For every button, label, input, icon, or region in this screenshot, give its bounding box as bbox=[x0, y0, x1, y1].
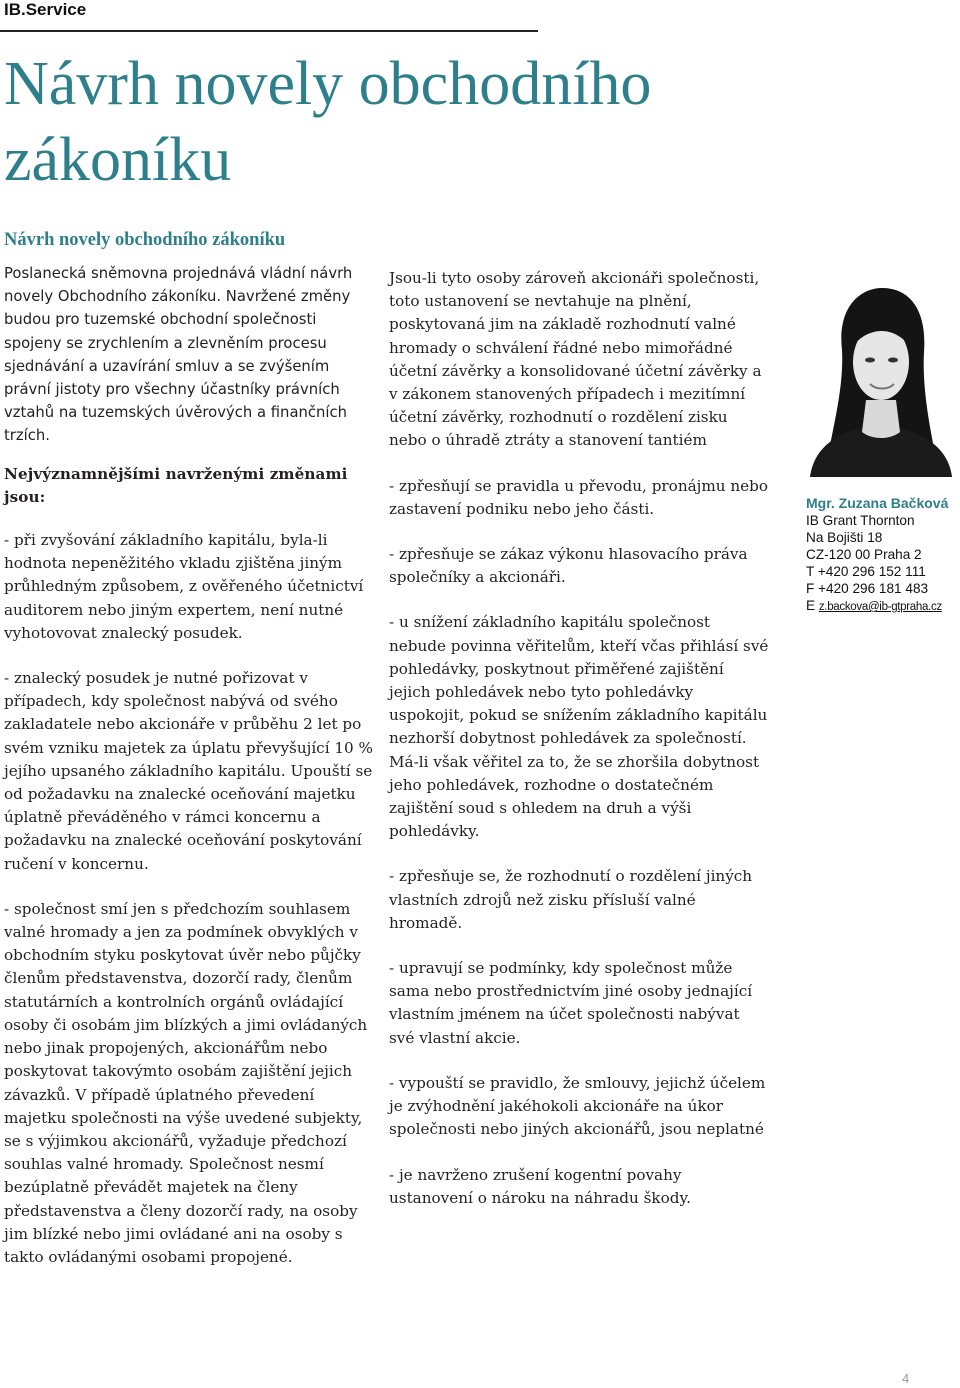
contact-card bbox=[806, 495, 960, 616]
contact-company: IB Grant Thornton bbox=[806, 513, 915, 528]
list-item: - u snížení základního kapitálu společnost nebude povinna věřitelům, kteří včas přihlásí své pohledávky, poskytnout přiměřené zajištění jejich pohledávek nebo tyto pohledávky uspokojit, pokud se snížením základního kapitálu nezhorší dobytnost pohledávek za společností. Má-li však věřitel za to, že se zhoršila dobytnost jeho pohledávek, rozhodne o dostatečném zajištění soud s ohledem na druh a výši pohledávky. bbox=[389, 613, 769, 841]
list-item: - zpřesňují se pravidla u převodu, pronájmu nebo zastavení podniku nebo jeho části. bbox=[389, 476, 769, 518]
author-photo bbox=[802, 280, 956, 477]
list-item: - zpřesňuje se, že rozhodnutí o rozdělení jiných vlastních zdrojů než zisku přísluší valné hromadě. bbox=[389, 867, 753, 932]
list-item: - při zvyšování základního kapitálu, byla-li hodnota nepeněžitého vkladu zjištěna jiným průhledným způsobem, z ověřeného účetnictví auditorem nebo jiným expertem, není nutné vyhotovovat znalecký posudek. bbox=[4, 531, 364, 642]
contact-street: Na Bojišti 18 bbox=[806, 530, 883, 545]
list-item: Jsou-li tyto osoby zároveň akcionáři společnosti, toto ustanovení se nevtahuje na plnění, poskytovaná jim na základě rozhodnutí valné hromady o schválení řádné nebo mimořádné účetní závěrky a konsolidované účetní závěrky a v zákonem stanovených případech i mezitímní účetní závěrky, rozhodnutí o rozdělení zisku nebo o úhradě ztráty a stanovení tantiém bbox=[389, 269, 762, 450]
list-item: - je navrženo zrušení kogentní povahy ustanovení o nároku na náhradu škody. bbox=[389, 1165, 691, 1207]
brand-label: IB.Service bbox=[4, 0, 87, 19]
list-item: - znalecký posudek je nutné pořizovat v případech, kdy společnost nabývá od svého zakladatele nebo akcionáře v průběhu 2 let po svém vzniku majetek za úplatu převyšující 10 % jejího upsaného základního kapitálu. Upouští se od požadavku na znalecké oceňování majetku úplatně převáděného v rámci koncernu a požadavku na znalecké oceňování poskytování ručení v koncernu. bbox=[4, 669, 373, 873]
list-item: - společnost smí jen s předchozím souhlasem valné hromady a jen za podmínek obvyklých v obchodním styku poskytovat úvěr nebo půjčky členům představenstva, dozorčí rady, členům statutárních a kontrolních orgánů ovládající osoby či osobám jim blízkých a jimi ovládaných nebo jinak propojených, akcionářům nebo poskytovat takovýmto osobám zajištění jejich závazků. V případě úplatného převedení majetku společnosti na výše uvedené subjekty, se s výjimkou akcionářů, vyžaduje předchozí souhlas valné hromady. Společnost nesmí bezúplatně převádět majetek na členy představenstva a členy dozorčí rady, na osoby jim blízké nebo jimi ovládané ani na osoby s takto ovládanými osobami propojené. bbox=[4, 899, 368, 1266]
text-column-right bbox=[389, 267, 769, 1210]
text-column-left bbox=[4, 262, 376, 1269]
list-item: - vypouští se pravidlo, že smlouvy, jejichž účelem je zvýhodnění jakéhokoli akcionáře na úkor společnosti nebo jiných akcionářů, jsou neplatné bbox=[389, 1073, 766, 1139]
contact-phone: T +420 296 152 111 bbox=[806, 564, 926, 579]
contact-email-link[interactable]: z.backova@ib-gtpraha.cz bbox=[818, 601, 942, 613]
contact-fax: F +420 296 181 483 bbox=[806, 581, 929, 596]
contact-email-row bbox=[806, 597, 960, 616]
list-item: - upravují se podmínky, kdy společnost může sama nebo prostřednictvím jiné osoby jednající vlastním jménem na účet společnosti nabývat své vlastní akcie. bbox=[389, 959, 753, 1047]
article-subtitle: Návrh novely obchodního zákoníku bbox=[4, 230, 286, 250]
contact-email-label: E bbox=[806, 598, 816, 613]
lead-paragraph: Nejvýznamnějšími navrženými změnami jsou: bbox=[4, 464, 348, 506]
list-item: - zpřesňuje se zákaz výkonu hlasovacího práva společníky a akcionáři. bbox=[389, 545, 748, 587]
contact-city: CZ-120 00 Praha 2 bbox=[806, 547, 922, 562]
header-rule bbox=[0, 30, 538, 32]
intro-paragraph: Poslanecká sněmovna projednává vládní návrh novely Obchodního zákoníku. Navržené změny budou pro tuzemské obchodní společnosti spojeny se zrychlením a zlevněním procesu sjednávání a uzavírání smluv a se zvýšením právní jistoty pro všechny účastníky právních vztahů na tuzemských úvěrových a finančních trzích. bbox=[4, 265, 353, 445]
contact-name: Mgr. Zuzana Bačková bbox=[806, 495, 949, 511]
page-title: Návrh novely obchodního zákoníku bbox=[4, 50, 652, 194]
page-number: 4 bbox=[902, 1371, 910, 1386]
